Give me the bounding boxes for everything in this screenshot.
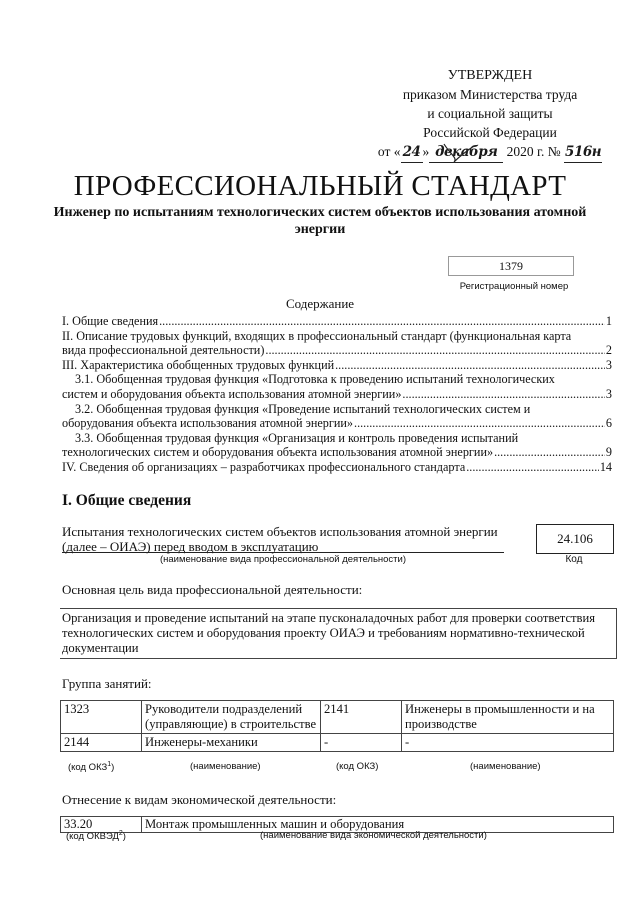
table-row — [61, 734, 614, 752]
okved-name-caption: (наименование вида экономической деятельности) — [260, 830, 487, 841]
okz-code-cell: 2144 — [61, 734, 142, 752]
goal-text-box: Организация и проведение испытаний на этапе пусконаладочных работ для проверки соответствия технологических систем и оборудования проекту ОИАЭ и требованиям нормативно-технической документации — [60, 608, 617, 659]
approval-line-2: приказом Министерства труда — [402, 87, 578, 102]
toc-item-text: I. Общие сведения — [62, 314, 159, 328]
okz-name-caption-2: (наименование) — [470, 761, 541, 772]
toc-item[interactable] — [62, 460, 612, 475]
toc-item-text-cont: вида профессиональной деятельности) — [62, 343, 265, 358]
approval-line-4: Российской Федерации — [423, 125, 557, 140]
toc-item-page: 2 — [605, 343, 612, 358]
document-subtitle: Инженер по испытаниям технологических систем объектов использования атомной энергии — [53, 205, 587, 237]
handwritten-day: 24 — [401, 143, 423, 163]
okz-code-cell: - — [321, 734, 402, 752]
toc-item-page: 14 — [599, 459, 612, 474]
occupation-groups-table — [60, 700, 614, 752]
activity-code-caption: Код — [565, 554, 583, 565]
okved-code-cell: 33.20 — [61, 817, 142, 833]
toc-item[interactable] — [62, 358, 612, 373]
toc-item[interactable] — [62, 314, 612, 329]
okved-label: Отнесение к видам экономической деятельности: — [62, 792, 337, 807]
group-label: Группа занятий: — [62, 676, 152, 691]
okz-code-cell: 1323 — [61, 701, 142, 734]
toc-item-text-cont: систем и оборудования объекта использования атомной энергии» — [62, 386, 402, 401]
toc-item-page: 3 — [605, 386, 612, 401]
table-of-contents — [62, 314, 612, 475]
toc-item[interactable] — [62, 431, 612, 460]
toc-item-page: 3 — [605, 357, 612, 372]
handwritten-order-number: 516н — [564, 143, 602, 163]
toc-item-text: 3.2. Обобщенная трудовая функция «Проведение испытаний технологических систем и — [75, 401, 531, 416]
handwritten-month: декабря — [429, 143, 503, 163]
goal-label: Основная цель вида профессиональной деятельности: — [62, 582, 363, 597]
okz-code-caption: (код ОКЗ$^1$) — [68, 761, 115, 774]
date-year: 2020 г. № — [506, 144, 561, 159]
approval-block — [360, 66, 620, 163]
okz-code-caption-2: (код ОКЗ) — [336, 761, 379, 772]
toc-item-text: IV. Сведения об организациях – разработчиках профессионального стандарта — [62, 459, 466, 474]
date-mid: » — [422, 144, 430, 159]
date-prefix: от « — [377, 144, 401, 159]
activity-kind-name: Испытания технологических систем объектов использования атомной энергии (далее – ОИАЭ) перед вводом в эксплуатацию — [62, 524, 498, 554]
activity-kind-caption: (наименование вида профессиональной деятельности) — [159, 554, 407, 565]
toc-item[interactable] — [62, 402, 612, 431]
okved-code-caption: (код ОКВЭД$^2$) — [66, 830, 126, 843]
toc-item-text: III. Характеристика обобщенных трудовых функций — [62, 357, 335, 372]
toc-item-text-cont: технологических систем и оборудования объекта использования атомной энергии» — [62, 445, 494, 460]
toc-item-page: 6 — [605, 416, 612, 431]
okz-name-cell: - — [402, 734, 614, 752]
registration-number-label: Регистрационный номер — [459, 281, 569, 292]
okz-name-cell: Инженеры в промышленности и на производстве — [402, 701, 614, 734]
approval-date-line — [360, 142, 620, 163]
okz-name-cell: Инженеры-механики — [142, 734, 321, 752]
toc-item-page: 1 — [605, 314, 612, 328]
registration-number-box: 1379 — [448, 256, 574, 276]
okz-code-cell: 2141 — [321, 701, 402, 734]
signature-flourish — [440, 140, 480, 164]
activity-code-box: 24.106 — [536, 524, 614, 554]
toc-heading: Содержание — [285, 296, 355, 311]
table-row — [61, 701, 614, 734]
toc-item-text: 3.1. Обобщенная трудовая функция «Подготовка к проведению испытаний технологических — [75, 372, 555, 387]
document-title: ПРОФЕССИОНАЛЬНЫЙ СТАНДАРТ — [73, 170, 567, 202]
approval-line-3: и социальной защиты — [427, 106, 553, 121]
toc-item[interactable] — [62, 329, 612, 358]
toc-item-text: 3.3. Обобщенная трудовая функция «Организация и контроль проведения испытаний — [75, 430, 519, 445]
section-heading: I. Общие сведения — [62, 492, 192, 509]
toc-item-text: II. Описание трудовых функций, входящих в профессиональный стандарт (функциональная карта — [62, 328, 572, 343]
activity-kind-underline — [62, 552, 504, 553]
toc-item-text-cont: оборудования объекта использования атомной энергии» — [62, 416, 354, 431]
okved-name-cell: Монтаж промышленных машин и оборудования — [142, 817, 614, 833]
approval-status: УТВЕРЖДЕН — [447, 68, 533, 83]
toc-item[interactable] — [62, 372, 612, 401]
toc-item-page: 9 — [605, 445, 612, 460]
okz-name-cell: Руководители подразделений (управляющие) в строительстве — [142, 701, 321, 734]
okz-name-caption: (наименование) — [190, 761, 261, 772]
